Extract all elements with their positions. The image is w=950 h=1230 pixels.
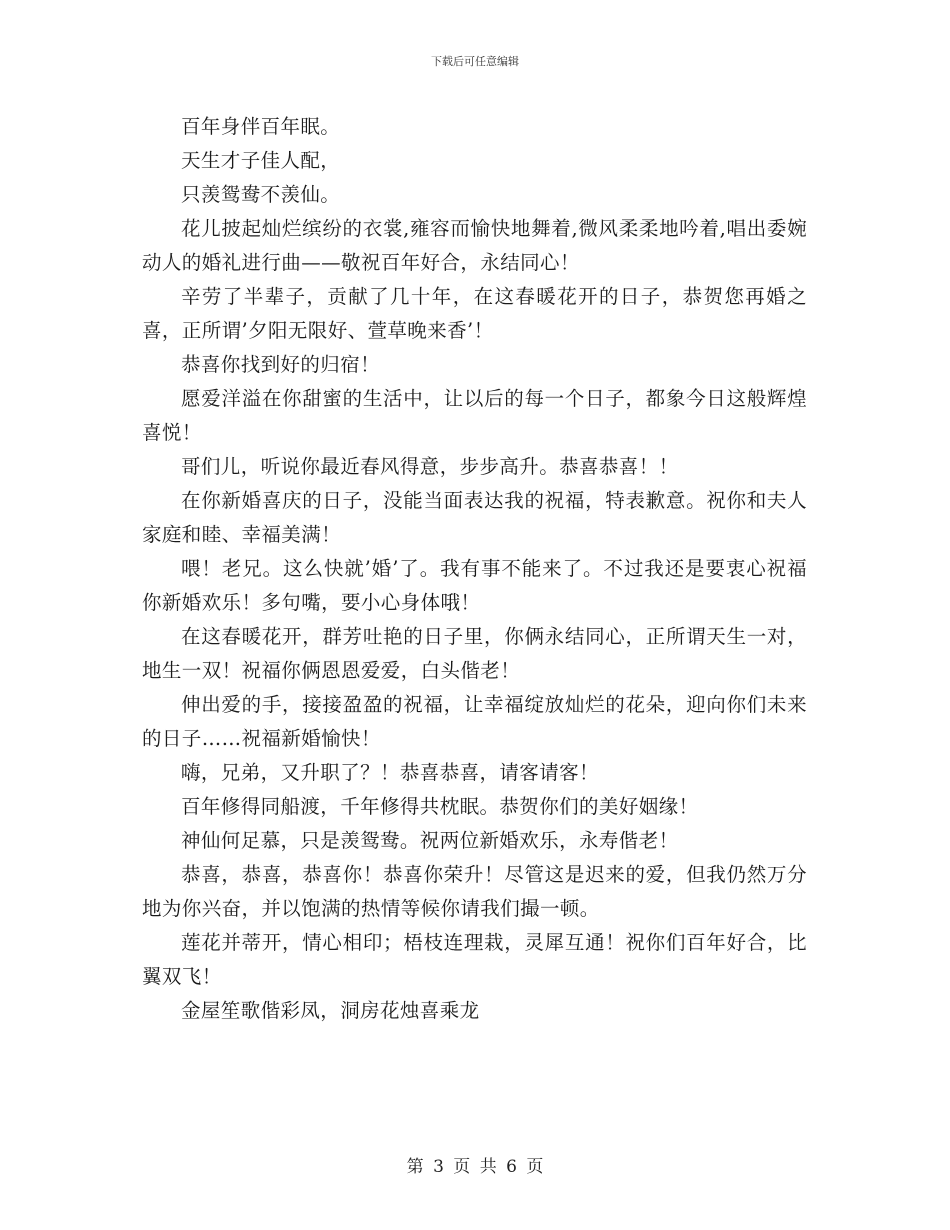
paragraph: 天生才子佳人配， — [181, 149, 341, 172]
paragraph: 伸出爱的手，接接盈盈的祝福，让幸福绽放灿烂的花朵，迎向你们未来的日子……祝福新婚愉快！ — [142, 693, 807, 750]
paragraph: 愿爱洋溢在你甜蜜的生活中，让以后的每一个日子，都象今日这般辉煌喜悦！ — [142, 387, 807, 444]
paragraph: 嗨，兄弟，又升职了？！恭喜恭喜，请客请客！ — [181, 761, 599, 784]
paragraph: 神仙何足慕，只是羡鸳鸯。祝两位新婚欢乐，永寿偕老！ — [181, 829, 679, 852]
paragraph: 哥们儿，听说你最近春风得意，步步高升。恭喜恭喜！！ — [181, 455, 679, 478]
paragraph: 在这春暖花开，群芳吐艳的日子里，你俩永结同心，正所谓天生一对，地生一双！祝福你俩恩恩爱爱，白头偕老！ — [142, 625, 807, 682]
paragraph: 辛劳了半辈子，贡献了几十年，在这春暖花开的日子，恭贺您再婚之喜，正所谓’夕阳无限好、萱草晚来香’！ — [142, 285, 807, 342]
paragraph: 花儿披起灿烂缤纷的衣裳,雍容而愉快地舞着,微风柔柔地吟着,唱出委婉动人的婚礼进行曲——敬祝百年好合，永结同心！ — [142, 217, 807, 274]
paragraph: 恭喜，恭喜，恭喜你！恭喜你荣升！尽管这是迟来的爱，但我仍然万分地为你兴奋，并以饱满的热情等候你请我们撮一顿。 — [142, 863, 807, 920]
paragraph: 喂！老兄。这么快就’婚’了。我有事不能来了。不过我还是要衷心祝福你新婚欢乐！多句嘴，要小心身体哦！ — [142, 557, 807, 614]
document-body — [142, 110, 807, 1028]
paragraph: 只羡鸳鸯不羡仙。 — [181, 183, 341, 206]
page-number-footer: 第 3 页 共 6 页 — [406, 1157, 544, 1177]
paragraph: 恭喜你找到好的归宿！ — [181, 353, 381, 376]
page-header: 下载后可任意编辑 — [431, 55, 519, 68]
paragraph: 百年身伴百年眠。 — [181, 115, 341, 138]
paragraph: 百年修得同船渡，千年修得共枕眠。恭贺你们的美好姻缘！ — [181, 795, 699, 818]
paragraph: 金屋笙歌偕彩凤，洞房花烛喜乘龙 — [181, 999, 480, 1022]
paragraph: 莲花并蒂开，情心相印；梧枝连理栽，灵犀互通！祝你们百年好合，比翼双飞！ — [142, 931, 807, 988]
paragraph: 在你新婚喜庆的日子，没能当面表达我的祝福，特表歉意。祝你和夫人家庭和睦、幸福美满！ — [142, 489, 807, 546]
